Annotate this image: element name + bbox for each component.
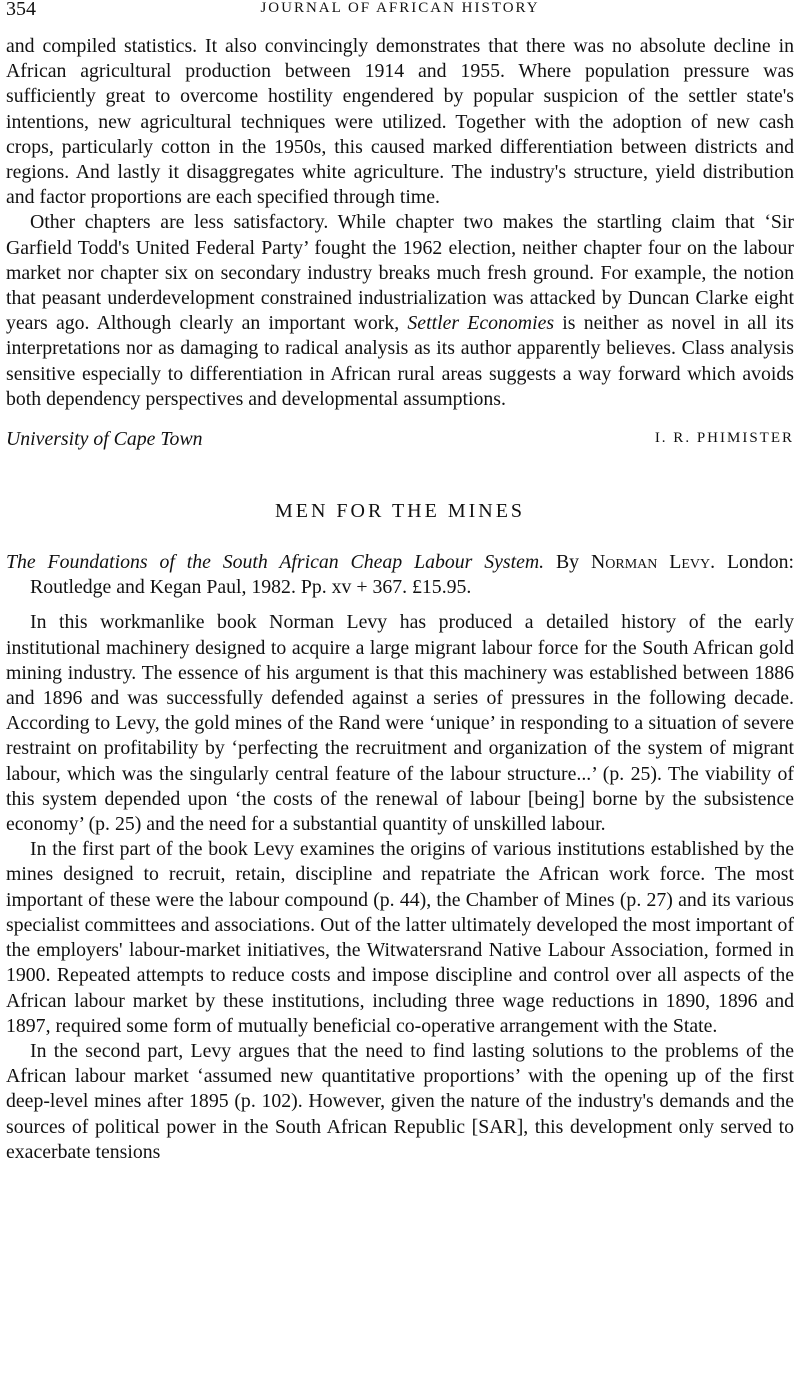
- reviewer-name: I. R. PHIMISTER: [654, 430, 794, 447]
- review1-paragraph-1: and compiled statistics. It also convincingly demonstrates that there was no absolute decline in African agricultural production between 1914 and 1955. Where population pressure was sufficiently great to overcome hostility engendered by popular suspicion of the settler state's intentions, new agricultural techniques were utilized. Together with the adoption of new cash crops, particularly cotton in the 1950s, this caused marked differentiation between districts and regions. And lastly it disaggregates white agriculture. The industry's structure, yield distribution and factor proportions are each specified through time.: [6, 35, 794, 209]
- citation-book-title: The Foundations of the South African Cheap Labour System.: [6, 551, 545, 574]
- book-citation: [6, 550, 794, 600]
- review1-paragraph-2-text-b: is neither as novel in all its interpretations nor as damaging to radical analysis as its author apparently believes. Class analysis sensitive especially to differentiation in African rural areas suggests a way forward which avoids both dependency perspectives and developmental assumptions.: [6, 312, 794, 410]
- citation-by: By: [555, 551, 580, 574]
- citation-publisher: London: Routledge and Kegan Paul, 1982. Pp. xv + 367. £15.95.: [30, 551, 794, 599]
- review1-paragraph-2-text-a: Other chapters are less satisfactory. While chapter two makes the startling claim that ‘Sir Garfield Todd's United Federal Party’ fought the 1962 election, neither chapter four on the labour market nor chapter six on secondary industry breaks much fresh ground. For example, the notion that peasant underdevelopment constrained industrialization was attacked by Duncan Clarke eight years ago. Although clearly an important work,: [6, 211, 794, 335]
- section-title: MEN FOR THE MINES: [274, 500, 526, 523]
- journal-title: JOURNAL OF AFRICAN HISTORY: [260, 0, 540, 16]
- reviewer-affiliation: University of Cape Town: [6, 428, 203, 451]
- review1-signature: [6, 428, 794, 456]
- review2-paragraph-1: In this workmanlike book Norman Levy has produced a detailed history of the early institutional machinery designed to acquire a large migrant labour force for the South African gold mining industry. The essence of his argument is that this machinery was established between 1886 and 1896 and was successfully defended against a series of pressures in the following decade. According to Levy, the gold mines of the Rand were ‘unique’ in responding to a situation of severe restraint on profitability by ‘perfecting the recruitment and organization of the system of migrant labour, which was the singularly central feature of the labour structure...’ (p. 25). The viability of this system depended upon ‘the costs of the renewal of labour [being] borne by the subsistence economy’ (p. 25) and the need for a substantial quantity of unskilled labour.: [6, 611, 794, 836]
- review1-paragraph-2: [6, 210, 794, 412]
- book-title-reference: Settler Economies: [407, 312, 555, 335]
- journal-page: [6, 0, 794, 1165]
- review2-paragraph-3: In the second part, Levy argues that the need to find lasting solutions to the problems of the African labour market ‘assumed new quantitative proportions’ with the opening up of the first deep-level mines after 1895 (p. 102). However, given the nature of the industry's demands and the sources of political power in the South African Republic [SAR], this development only served to exacerbate tensions: [6, 1039, 794, 1163]
- page-number: 354: [6, 0, 36, 20]
- citation-author: Norman Levy.: [590, 551, 716, 574]
- running-head: [6, 0, 794, 30]
- review2-paragraph-2: In the first part of the book Levy examines the origins of various institutions established by the mines designed to recruit, retain, discipline and repatriate the African work force. The most important of these were the labour compound (p. 44), the Chamber of Mines (p. 27) and its various specialist committees and associations. Out of the latter ultimately developed the most important of the employers' labour-market initiatives, the Witwatersrand Native Labour Association, formed in 1900. Repeated attempts to reduce costs and impose discipline and control over all aspects of the African labour market by these institutions, including three wage reductions in 1890, 1896 and 1897, required some form of mutually beneficial co-operative arrangement with the State.: [6, 838, 794, 1037]
